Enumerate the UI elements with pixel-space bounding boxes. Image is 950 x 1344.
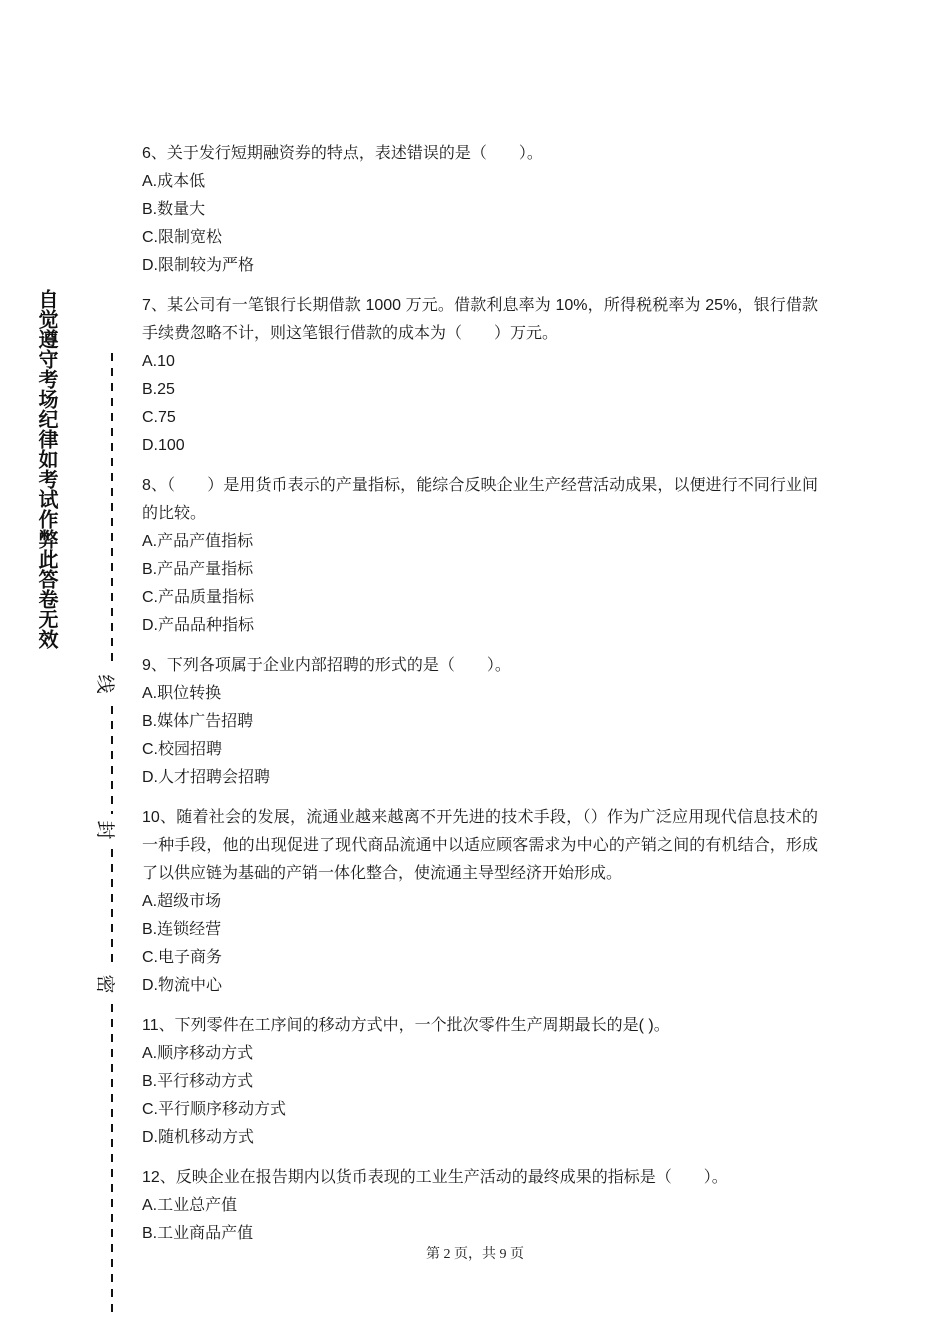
option-d: D.物流中心 [142, 977, 223, 994]
option-b: B.连锁经营 [142, 921, 222, 938]
page-footer [0, 1243, 950, 1263]
option-a: A.职位转换 [142, 685, 222, 702]
option-c: C.限制宽松 [142, 229, 223, 246]
seal-line-segment [111, 353, 113, 665]
option-b: B.工业商品产值 [142, 1225, 254, 1242]
option-d: D.100 [142, 437, 185, 454]
question-stem: 11、下列零件在工序间的移动方式中，一个批次零件生产周期最长的是( )。 [142, 1017, 670, 1034]
option-d: D.产品品种指标 [142, 617, 255, 634]
question-10 [142, 804, 818, 1000]
seal-line-char-xian: 线 [94, 674, 115, 694]
option-a: A.产品产值指标 [142, 533, 254, 550]
question-stem: 8、（ ）是用货币表示的产量指标，能综合反映企业生产经营活动成果，以便进行不同行业间的比较。 [142, 477, 818, 522]
question-stem: 10、随着社会的发展，流通业越来越离不开先进的技术手段，（）作为广泛应用现代信息技术的一种手段，他的出现促进了现代商品流通中以适应顾客需求为中心的产销之间的有机结合，形成了以供应链为基础的产销一体化整合，使流通主导型经济开始形成。 [142, 809, 818, 882]
question-stem: 6、关于发行短期融资券的特点，表述错误的是（ ）。 [142, 145, 543, 162]
seal-line-char-feng: 封 [94, 820, 115, 840]
option-c: C.75 [142, 409, 176, 426]
question-9 [142, 652, 818, 792]
seal-line-segment [111, 706, 113, 814]
question-7 [142, 292, 818, 460]
option-b: B.产品产量指标 [142, 561, 254, 578]
option-d: D.随机移动方式 [142, 1129, 255, 1146]
option-d: D.限制较为严格 [142, 257, 255, 274]
option-a: A.工业总产值 [142, 1197, 238, 1214]
option-a: A.顺序移动方式 [142, 1045, 254, 1062]
option-b: B.平行移动方式 [142, 1073, 254, 1090]
option-b: B.媒体广告招聘 [142, 713, 254, 730]
exam-discipline-slogan: 自觉遵守考场纪律如考试作弊此答卷无效 [35, 289, 57, 649]
question-11 [142, 1012, 818, 1152]
option-b: B.25 [142, 381, 175, 398]
option-a: A.10 [142, 353, 175, 370]
option-a: A.成本低 [142, 173, 206, 190]
question-stem: 7、某公司有一笔银行长期借款 1000 万元。借款利息率为 10%，所得税税率为 25%，银行借款手续费忽略不计，则这笔银行借款的成本为（ ）万元。 [142, 297, 818, 342]
question-stem: 9、下列各项属于企业内部招聘的形式的是（ ）。 [142, 657, 511, 674]
seal-line-segment [111, 849, 113, 963]
option-c: C.校园招聘 [142, 741, 223, 758]
seal-line-char-mi: 密 [94, 974, 115, 994]
questions-column [142, 140, 818, 1260]
option-c: C.电子商务 [142, 949, 223, 966]
option-b: B.数量大 [142, 201, 206, 218]
option-a: A.超级市场 [142, 893, 222, 910]
question-8 [142, 472, 818, 640]
question-6 [142, 140, 818, 280]
option-c: C.产品质量指标 [142, 589, 255, 606]
option-d: D.人才招聘会招聘 [142, 769, 271, 786]
option-c: C.平行顺序移动方式 [142, 1101, 287, 1118]
page-number-label: 第 2 页，共 9 页 [426, 1247, 524, 1262]
question-stem: 12、反映企业在报告期内以货币表现的工业生产活动的最终成果的指标是（ ）。 [142, 1169, 728, 1186]
question-12 [142, 1164, 818, 1248]
seal-line-segment [111, 1004, 113, 1315]
